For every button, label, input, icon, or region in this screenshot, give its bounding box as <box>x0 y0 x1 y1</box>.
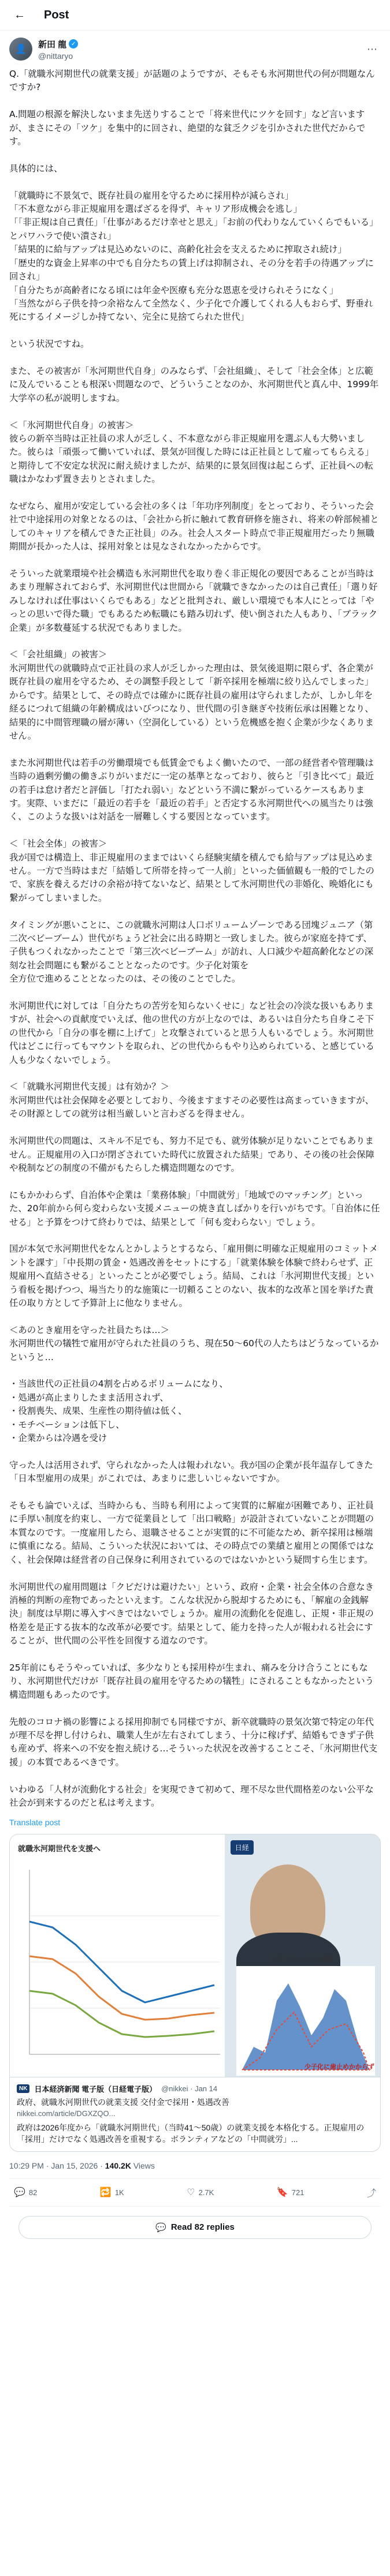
page-title: Post <box>44 8 69 21</box>
nikkei-logo-icon: NK <box>17 2084 29 2093</box>
card-overlay-text: 少子化に歯止めかからず <box>304 2064 374 2071</box>
post-text: Q.「就職氷河期世代の就業支援」が話題のようですが、そもそも氷河期世代の何が問題なんですか? A.問題の根源を解決しないまま先送りすることで「将来世代にツケを回す」など言いますが、まさにその「ツケ」を集中的に回され、絶望的な貧乏クジを引かされた世代だからです。 具体的には、 「就職時に不景気で、既存社員の雇用を守るために採用枠が減らされ」 「不本意ながら非正規雇用を選ばざるを得ず、キャリア形成機会を逃し」 「「非正規は自己責任」「仕事があるだけ幸せと思え」「お前の代わりなんていくらでもいる」とパワハラで使い潰され」 「結果的に給与アップは見込めないのに、高齢化社会を支えるために搾取され続け」 「歴史的な資金上昇率の中でも自分たちの賃上げは抑制され、その分を若手の待遇アップに回され」 「自分たちが高齢者になる頃には年金や医療も充分な恩恵を受けられそうになく」 「当然ながら子供を持つ余裕なんて全然なく、少子化で介護してくれる人もおらず、野垂れ死にするイメージしか持てない、完全に見捨てられた世代」 という状況ですね。 また、その被害が「氷河期世代自身」のみならず、「会社組織」、そして「社会全体」と広範に及んでいることも根深い問題なので、どういうことなのか、氷河期世代と真ん中、1999年大学卒の私が説明しますね。 ＜「氷河期世代自身」の被害＞ 彼らの新卒当時は正社員の求人が乏しく、不本意ながら非正規雇用を選ぶ人も大勢いました。彼らは「頑張って働いていれば、景気が回復した時には正社員として雇ってもらえる」と期待して不安定な状況に耐え続けましたが、結果的に景気回復は起こらず、正社員への転職はかなわず置き去りとされました。 なぜなら、雇用が安定している会社の多くは「年功序列制度」をとっており、そういった会社で中途採用の対象となるのは、「会社から折に触れて教育研修を施され、将来の幹部候補としてのキャリアを積んできた正社員」のみ。社会人スタート時点で非正規雇用だったり無職期間が長かった人は、採用対象とは見なされなかったからです。 そういった就業環境や社会構造も氷河期世代を取り巻く非正規化の要因であることが当時はあまり理解されておらず、氷河期世代は世間から「就職できなかったのは自己責任」「選り好みしなければ仕事はいくらでもある」などと批判され、厳しい環境でも本人にとっては「やっとの思いで得た職」でもあるため転職にも踏み切れず、使い倒された人もあり、「ブラック企業」が多数蔓延する状況でもありました。 ＜「会社組織」の被害＞ 氷河期世代の就職時点で正社員の求人が乏しかった理由は、景気後退期に限らず、各企業が既存社員の雇用を守るため、その調整手段として「新卒採用を極端に絞り込んでしまった」からです。結果として、その時点では確かに既存社員の雇用は守られましたが、しかし年を経るにつれて組織の年齢構成はいびつになり、世代間の引き継ぎや技術伝承は困難となり、結果的に中間管理職の層が薄い（空洞化している）という危機感を抱く企業が少なくありません。 また氷河期世代は若手の労働環境でも低賃金でもよく働いたので、一部の経営者や管理職は当時の過剰労働の働きぶりがいまだに一定の基準となっており、彼らと「引き比べて」最近の若手は怠け者だと評価し「打たれ弱い」などという不満に繋がっているケースもあります。実際、いまだに「最近の若手を「最近の若手」と否定する氷河期世代への風当たりは強く、このような扱いは対話を一層難しくする要因となっています。 ＜「社会全体」の被害＞ 我が国では構造上、非正規雇用のままではいくら経験実績を積んでも給与アップは見込めません。一方で当時はまだ「結婚して所帯を持って一人前」といった価値観も一般的でしたので、家族を養えるだけの余裕が持てないなど、結果として氷河期世代の非婚化、晩婚化にも繋がってしまいました。 タイミングが悪いことに、この就職氷河期は人口ボリュームゾーンである団塊ジュニア（第二次ベビーブーム）世代がちょうど社会に出る時期と一致しました。彼らが家庭を持てず、子供もつくれなかったことで「第三次ベビーブーム」が訪れ、人口減少や超高齢化などの深刻な社会問題にも繋がることとなったのです。少子化対策を 全方位で進めることとなったのは、その後のことでした。 氷河期世代に対しては「自分たちの苦労を知らないくせに」など社会の冷淡な扱いもありますが、社会への貢献度でいえば、他の世代の方が上なのでは、あるいは自分たち自身こそ下の世代から「自分の事を棚に上げて」と攻撃されていると思う人もいるでしょう。氷河期世代はどこに行ってもマウントを取られ、どの世代からもやり込められている、と感じている人も少なくないでしょう。 ＜「就職氷河期世代支援」は有効か？＞ 氷河期世代は社会保障を必要としており、今後ますますその必要性は高まっていきますが、その財源としての就労は相当厳しいと言わざるを得ません。 氷河期世代の問題は、スキル不足でも、努力不足でも、就労体験が足りないことでもありません。正規雇用の入口が閉ざされていた時代に放置された結果」であり、その後の社会保障や税制などの制度の不備がもたらした構造問題なのです。 にもかかわらず、自治体や企業は「業務体験」「中間就労」「地域でのマッチング」といった、20年前から何ら変わらない支援メニューの焼き直しばかりを行いがちです。「自治体に任せる」と予算をつけて終わりでは、結果として「何も変わらない」でしょう。 国が本気で氷河期世代をなんとかしようとするなら、「雇用側に明確な正規雇用のコミットメントを課す」「中長期の賃金・処遇改善をセットにする」「就業体験を体験で終わらせず、正規雇用へ直結させる」といったことが必要でしょう。結局、これは「氷河期世代支援」という看板を掲げつつ、場当たり的な施策に一切頼ることのない、抜本的な改革と国を挙げた責任の取り方として予算計上に他なりません。 ＜あのとき雇用を守った社員たちは…＞ 氷河期世代の犠牲で雇用が守られた社員のうち、現在50〜60代の人たちはどうなっているかというと… ・当該世代の正社員の4割を占めるボリュームになり、 ・処遇が高止まりしたまま活用されず、 ・役割喪失、成果、生産性の期待値は低く、 ・モチベーションは低下し、 ・企業からは冷遇を受け 守った人は活用されず、守られなかった人は報われない。我が国の企業が長年温存してきた「日本型雇用の成果」がこれでは、あまりに悲しいじゃないですか。 そもそも論でいえば、当時からも、当時も利用によって実質的に解雇が困難であり、正社員に手厚い制度を約束し、一方で従業員として「出口戦略」が設計されていないことが問題の本質なのです。一度雇用したら、退職させることが実質的に不可能なため、新卒採用は極端に慎重になる。結局、こういった状況においては、その時点での業績と雇用との関係ではなく、社会保障は経営者の自己保身に利用されているのではないかという疑問すら生じます。 氷河期世代の雇用問題は「クビだけは避けたい」という、政府・企業・社会全体の合意なき消極的判断の産物であったといえます。こんな状況から脱却するためにも、「解雇の金銭解決」制度は早期に導入すべきではないでしょうか。雇用の流動化を促進し、正規・非正規の格差を是正する抜本的な改革が必要です。結果として、能力を持った人が報われる社会にすることが、世代間の公平性を回復する道なのです。 25年前にもそうやっていれば、多少なりとも採用枠が生まれ、痛みを分け合うことにもなり、氷河期世代だけが「既存社員の雇用を守るための犠牲」にされることもなかったという構造問題もあったのです。 先般のコロナ禍の影響による採用抑制でも同様ですが、新卒就職時の景気次第で特定の年代が理不尽を押し付けられ、職業人生が左右されてしまう、十分に稼げず、結婚もできず子供も産めず、将来への不安を抱え続ける…そういった状況を改善することこそ、「氷河期世代支援」の本質であるべきです。 いわゆる「人材が流動化する社会」を実現できて初めて、理不尽な世代間格差のない公平な社会が到来するのだと私は考えます。 <box>9 69 380 1808</box>
translate-post-link[interactable]: Translate post <box>9 1818 61 1828</box>
link-card[interactable] <box>9 1834 381 2151</box>
card-image-headline: 就職氷河期世代を支援へ <box>18 1844 101 1854</box>
top-bar <box>0 0 390 31</box>
author-handle[interactable]: @nittaryo <box>38 51 73 61</box>
card-footer[interactable] <box>10 2077 380 2151</box>
chat-bubble-icon: 💬 <box>155 2222 166 2233</box>
card-image-left-panel <box>10 1834 225 2077</box>
card-source-row <box>17 2083 373 2094</box>
author-name[interactable]: 新田 龍 <box>38 39 67 50</box>
reply-icon: 💬 <box>14 2188 25 2198</box>
nikkei-badge: 日経 <box>231 1840 254 1855</box>
read-replies-label: Read 82 replies <box>170 2222 235 2233</box>
share-button[interactable] <box>367 2186 376 2199</box>
share-icon: ⤴ <box>366 2188 376 2199</box>
card-source-name: 日本経済新聞 電子版（日経電子版） <box>34 2085 157 2094</box>
repost-icon: 🔁 <box>99 2188 112 2198</box>
separator: · <box>100 2161 105 2170</box>
card-url[interactable]: nikkei.com/article/DGXZQO... <box>17 2109 116 2118</box>
author-name-row[interactable] <box>38 38 363 50</box>
avatar[interactable]: 👤 <box>9 38 32 61</box>
bookmark-count: 721 <box>291 2188 304 2197</box>
card-title[interactable]: 政府、就職氷河期世代の就業支援 交付金で採用・処遇改善 <box>17 2098 229 2107</box>
post-time[interactable]: 10:29 PM · Jan 15, 2026 <box>9 2161 98 2170</box>
reply-count: 82 <box>28 2188 38 2197</box>
views-label: Views <box>133 2161 155 2170</box>
bookmark-button[interactable] <box>277 2186 304 2199</box>
author-row <box>9 38 381 61</box>
bookmark-icon: 🔖 <box>276 2188 288 2198</box>
like-count: 2.7K <box>198 2188 214 2197</box>
card-image-right-panel <box>225 1834 380 2077</box>
card-image-chart <box>18 1858 226 2072</box>
card-description: 政府は2026年度から「就職氷河期世代」（当時41〜50歳）の就業支援を本格化する。正規雇用の「採用」だけでなく処遇改善を重視する。ボランティアなどの「中間就労」... <box>17 2123 365 2144</box>
read-replies-button[interactable] <box>18 2216 372 2239</box>
repost-count: 1K <box>114 2188 124 2197</box>
card-source-handle: @nikkei · Jan 14 <box>161 2084 218 2094</box>
repost-button[interactable] <box>100 2186 124 2199</box>
population-chart-title: 人口ピラミッドの推移 <box>270 1956 335 1964</box>
author-meta <box>38 38 363 61</box>
more-options-icon[interactable]: ⋯ <box>367 43 377 55</box>
back-arrow-icon[interactable]: ← <box>14 8 25 21</box>
like-button[interactable] <box>187 2186 214 2199</box>
post <box>0 31 390 2239</box>
reply-button[interactable] <box>14 2186 37 2199</box>
card-image[interactable] <box>10 1834 380 2077</box>
timestamp-row <box>9 2161 381 2179</box>
action-bar <box>9 2179 381 2207</box>
views-count: 140.2K <box>105 2161 131 2170</box>
population-chart <box>236 1966 375 2076</box>
heart-icon: ♡ <box>187 2188 195 2198</box>
verified-icon: ✓ <box>69 39 78 48</box>
